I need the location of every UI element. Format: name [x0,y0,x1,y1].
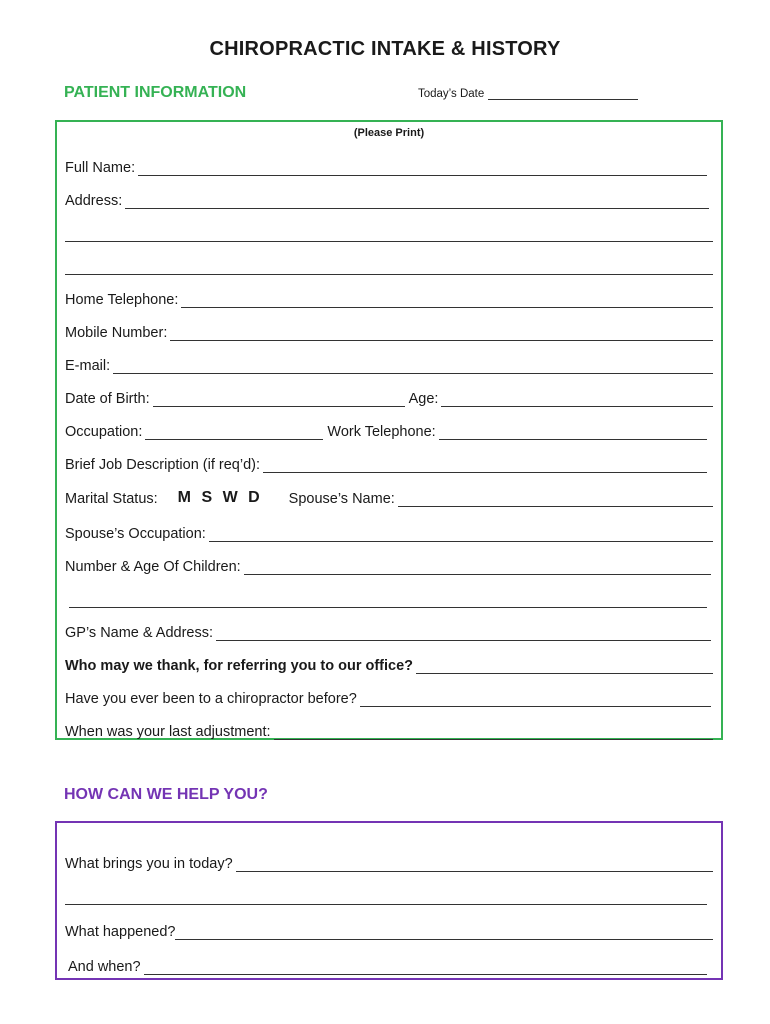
spouse-name-label: Spouse’s Name: [288,491,395,507]
home-telephone-field[interactable] [181,294,713,308]
mobile-number-field[interactable] [170,327,713,341]
brings-you-in-row [65,852,713,872]
email-label: E-mail: [65,358,111,374]
what-happened-row [65,920,713,940]
children-line-2-field[interactable] [69,594,707,608]
full-name-field[interactable] [138,162,707,176]
spouse-occupation-row [65,522,713,542]
children-line-2-row [69,588,707,608]
last-adjustment-label: When was your last adjustment: [65,724,271,740]
address-line-2-row [65,222,713,242]
date-of-birth-label: Date of Birth: [65,391,150,407]
gp-row [65,621,711,641]
children-field[interactable] [244,561,711,575]
how-can-we-help-heading: HOW CAN WE HELP YOU? [64,786,268,803]
dob-age-row [65,387,713,407]
what-happened-field[interactable] [175,926,713,940]
occupation-row [65,420,707,440]
brings-you-in-field[interactable] [236,858,713,872]
occupation-field[interactable] [145,426,323,440]
address-line-3-field[interactable] [65,261,713,275]
referral-label: Who may we thank, for referring you to our office? [65,658,414,674]
email-field[interactable] [113,360,713,374]
todays-date-label: Today’s Date [418,88,485,100]
address-row [65,189,709,209]
job-description-row [65,453,707,473]
patient-information-heading: PATIENT INFORMATION [64,84,247,101]
marital-status-label: Marital Status: [65,491,158,507]
date-of-birth-field[interactable] [153,393,405,407]
address-line-3-row [65,255,713,275]
patient-information-box [55,120,723,740]
children-label: Number & Age Of Children: [65,559,241,575]
spouse-occupation-label: Spouse’s Occupation: [65,526,206,542]
gp-name-field[interactable] [216,627,711,641]
work-telephone-label: Work Telephone: [327,424,436,440]
and-when-field[interactable] [144,961,707,975]
spouse-occupation-field[interactable] [209,528,713,542]
gp-name-label: GP’s Name & Address: [65,625,214,641]
referral-row [65,654,713,674]
last-adjustment-field[interactable] [274,726,713,740]
full-name-label: Full Name: [65,160,136,176]
brings-you-in-line-2-row [65,885,707,905]
address-line-2-field[interactable] [65,228,713,242]
children-row [65,555,711,575]
please-print-note: (Please Print) [353,127,425,139]
address-field[interactable] [125,195,709,209]
brings-you-in-label: What brings you in today? [65,856,233,872]
what-happened-label: What happened? [65,924,176,940]
occupation-label: Occupation: [65,424,143,440]
last-adjustment-row [65,720,713,740]
job-description-field[interactable] [263,459,707,473]
and-when-label: And when? [68,959,141,975]
address-label: Address: [65,193,123,209]
home-telephone-label: Home Telephone: [65,292,179,308]
been-to-chiro-field[interactable] [360,693,711,707]
mobile-number-label: Mobile Number: [65,325,168,341]
home-telephone-row [65,288,713,308]
how-can-we-help-box [55,821,723,980]
todays-date-line[interactable] [488,89,638,100]
been-to-chiro-label: Have you ever been to a chiropractor before? [65,691,357,707]
todays-date-field[interactable] [418,88,638,100]
marital-status-options[interactable]: M S W D [177,489,263,506]
job-description-label: Brief Job Description (if req’d): [65,457,261,473]
form-title: CHIROPRACTIC INTAKE & HISTORY [209,38,561,60]
spouse-name-field[interactable] [398,493,713,507]
work-telephone-field[interactable] [439,426,707,440]
email-row [65,354,713,374]
full-name-row [65,156,707,176]
age-field[interactable] [441,393,713,407]
mobile-number-row [65,321,713,341]
brings-you-in-line-2-field[interactable] [65,891,707,905]
referral-field[interactable] [416,660,713,674]
been-to-chiro-row [65,687,711,707]
marital-status-row [65,487,713,507]
age-label: Age: [408,391,439,407]
and-when-row [68,955,707,975]
